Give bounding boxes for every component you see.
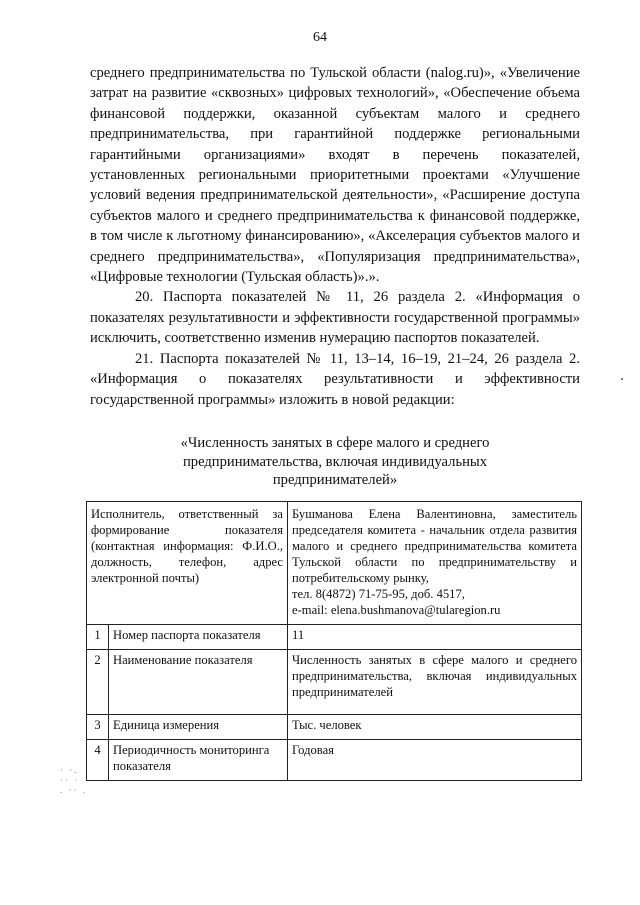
row-number: 2 <box>87 650 109 715</box>
row-number: 4 <box>87 740 109 781</box>
indicator-passport-table <box>86 501 582 781</box>
responsible-phone: тел. 8(4872) 71-75-95, доб. 4517, <box>292 587 465 601</box>
responsible-name: Бушманова Елена Валентиновна, заместитель председателя комитета - начальник отдела развития малого и среднего предпринимательства комитета Тульской области по предпринимательству и потребительскому рынку, <box>292 507 577 585</box>
document-body <box>90 63 580 410</box>
page-number: 64 <box>313 30 327 45</box>
responsible-contact <box>288 502 582 625</box>
row-value: Численность занятых в сфере малого и среднего предпринимательства, включая индивидуальных предпринимателей <box>288 650 582 715</box>
row-label: Периодичность мониторинга показателя <box>109 740 288 781</box>
row-label: Номер паспорта показателя <box>109 625 288 650</box>
responsible-row <box>87 502 582 625</box>
row-label: Наименование показателя <box>109 650 288 715</box>
table-row <box>87 740 582 781</box>
row-label: Единица измерения <box>109 715 288 740</box>
row-value: 11 <box>288 625 582 650</box>
scan-dot <box>621 378 623 380</box>
row-number: 3 <box>87 715 109 740</box>
row-value: Тыс. человек <box>288 715 582 740</box>
responsible-label: Исполнитель, ответственный за формирование показателя (контактная информация: Ф.И.О., должность, телефон, адрес электронной почты) <box>87 502 288 625</box>
paragraph-item-21: 21. Паспорта показателей № 11, 13–14, 16–19, 21–24, 26 раздела 2. «Информация о показателях результативности и эффективности государственной программы» изложить в новой редакции: <box>90 350 580 408</box>
paragraph-item-20: 20. Паспорта показателей № 11, 26 раздела 2. «Информация о показателях результативности и эффективности государственной программы» исключить, соответственно изменив нумерацию паспортов показателей. <box>90 289 580 347</box>
row-number: 1 <box>87 625 109 650</box>
table-row <box>87 650 582 715</box>
responsible-email: e-mail: elena.bushmanova@tularegion.ru <box>292 603 501 617</box>
scan-specks: · ·. ·· · . ·· . <box>60 765 87 795</box>
passport-title: «Численность занятых в сфере малого и среднего предпринимательства, включая индивидуальных предпринимателей» <box>180 435 490 488</box>
table-row <box>87 715 582 740</box>
row-value: Годовая <box>288 740 582 781</box>
table-row <box>87 625 582 650</box>
paragraph-continuation: среднего предпринимательства по Тульской области (nalog.ru)», «Увеличение затрат на развитие «сквозных» цифровых технологий», «Обеспечение объема финансовой поддержки, оказанной субъектам малого и среднего предпринимательства, при гарантийной поддержке региональными гарантийными организациями» входят в перечень показателей, установленных региональными приоритетными проектами «Улучшение условий ведения предпринимательской деятельности», «Расширение доступа субъектов малого и среднего предпринимательства к финансовой поддержке, в том числе к льготному финансированию», «Акселерация субъектов малого и среднего предпринимательства», «Популяризация предпринимательства», «Цифровые технологии (Тульская область)».». <box>90 65 580 286</box>
